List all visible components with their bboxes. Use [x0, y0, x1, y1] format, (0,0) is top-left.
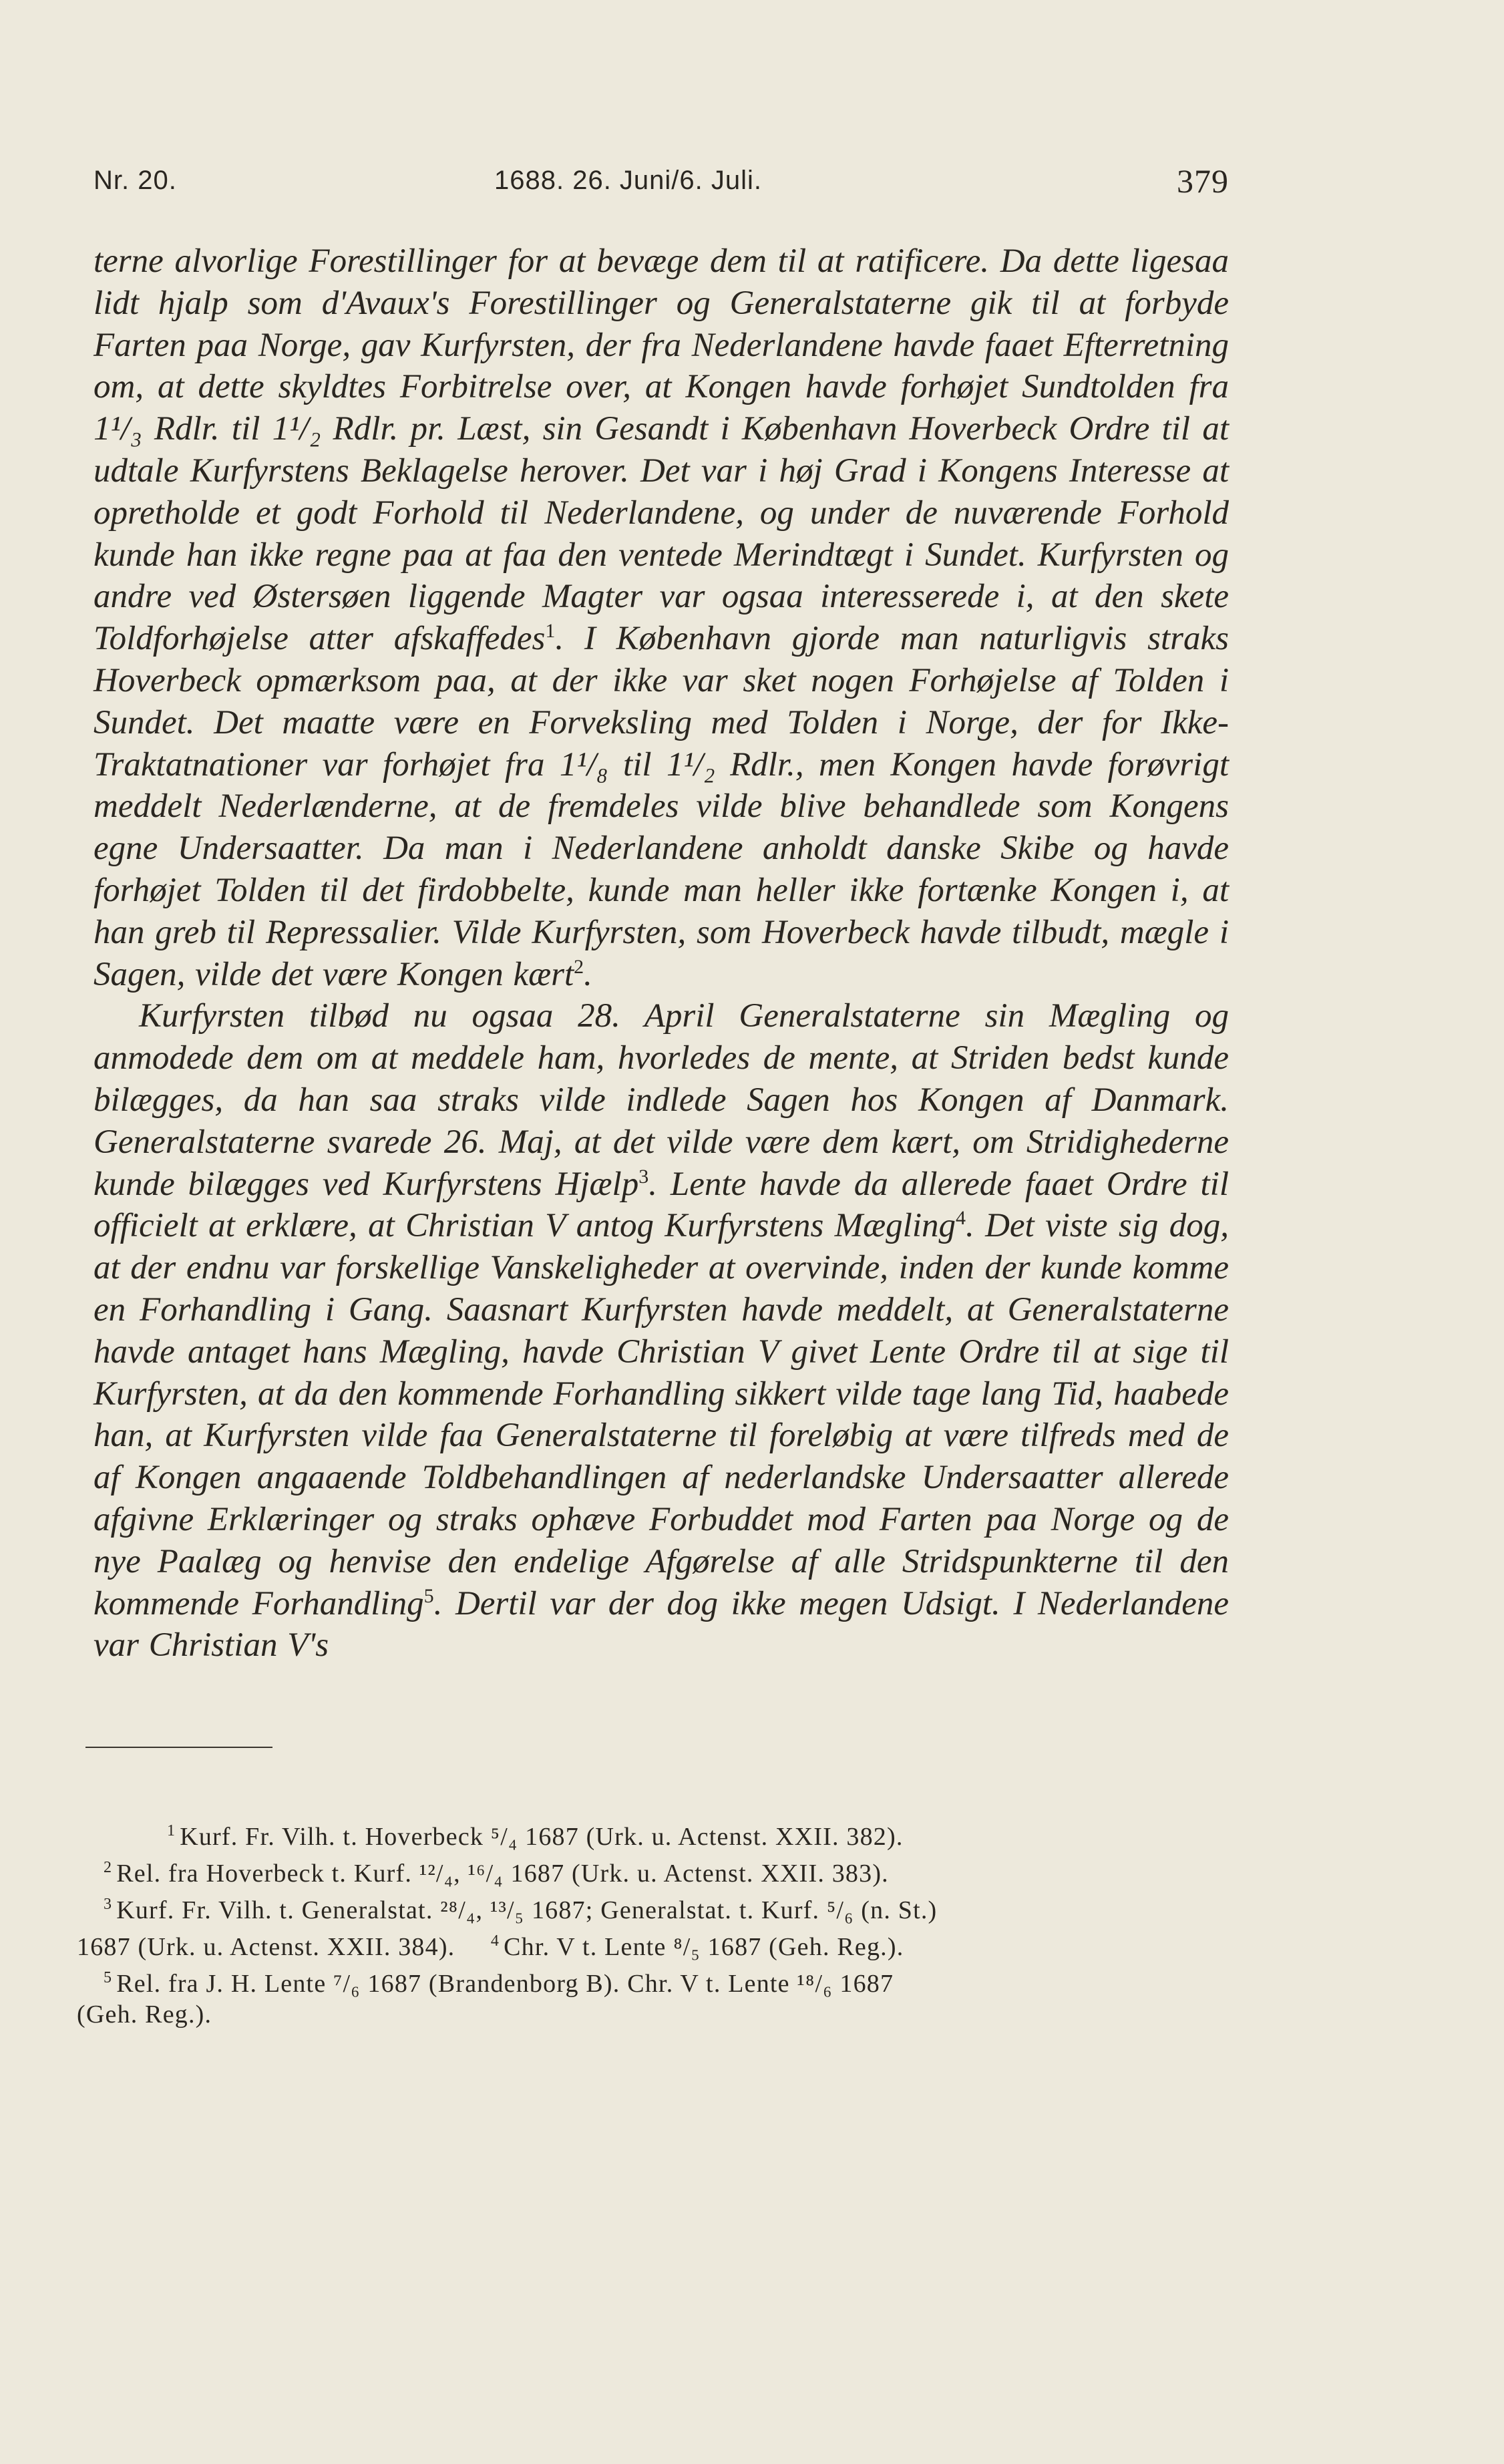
footnote-number: 2 — [104, 1859, 113, 1876]
footnote-text: Rel. fra Hoverbeck t. Kurf. ¹²/₄, ¹⁶/₄ 1687 (Urk. u. Actenst. XXII. 383). — [116, 1860, 889, 1888]
text-run: Kurfyrsten tilbød nu ogsaa 28. April Generalstaterne sin Mægling og anmodede dem om at meddele ham, hvorledes de mente, at Striden bedst kunde bilægges, da han saa straks vilde indlede Sagen hos Kongen af Danmark. Generalstaterne svarede 26. Maj, at det vilde være dem kært, om Stridighederne kunde bilægges ved Kurfyrstens Hjælp — [93, 997, 1229, 1203]
footnote-text: 1687 (Urk. u. Actenst. XXII. 384). — [77, 1933, 455, 1961]
footnote-ref-5: 5 — [423, 1584, 434, 1607]
footnote-ref-4: 4 — [956, 1207, 966, 1230]
text-run: . — [584, 955, 592, 993]
footnote-2 — [77, 1852, 1229, 1889]
footnote-1 — [77, 1815, 1229, 1852]
footnote-text: Kurf. Fr. Vilh. t. Hoverbeck ⁵/₄ 1687 (Urk. u. Actenst. XXII. 382). — [180, 1823, 904, 1851]
text-run: terne alvorlige Forestillinger for at bevæge dem til at ratificere. Da dette ligesaa lidt hjalp som d'Avaux's Forestillinger og Generalstaterne gik til at forbyde Farten paa Norge, gav Kurfyrsten, der fra Nederlandene havde faaet Efterretning om, at dette skyldtes Forbitrelse over, at Kongen havde forhøjet Sundtolden fra 1¹/₃ Rdlr. til 1¹/₂ Rdlr. pr. Læst, sin Gesandt i København Hoverbeck Ordre til at udtale Kurfyrstens Beklagelse herover. Det var i høj Grad i Kongens Interesse at opretholde et godt Forhold til Nederlandene, og under de nuværende Forhold kunde han ikke regne paa at faa den ventede Merindtægt i Sundet. Kurfyrsten og andre ved Østersøen liggende Magter var ogsaa interesserede i, at den skete Toldforhøjelse atter afskaffedes — [93, 242, 1229, 658]
text-run: . I København gjorde man naturligvis straks Hoverbeck opmærksom paa, at der ikke var sket nogen Forhøjelse af Tolden i Sundet. Det maatte være en Forveksling med Tolden i Norge, der for Ikke-Traktatnationer var forhøjet fra 1¹/₈ til 1¹/₂ Rdlr., men Kongen havde forøvrigt meddelt Nederlænderne, at de fremdeles vilde blive behandlede som Kongens egne Undersaatter. Da man i Nederlandene anholdt danske Skibe og havde forhøjet Tolden til det firdobbelte, kunde man heller ikke fortænke Kongen i, at han greb til Repressalier. Vilde Kurfyrsten, som Hoverbeck havde tilbudt, mægle i Sagen, vilde det være Kongen kært — [93, 620, 1229, 993]
footnote-ref-2: 2 — [574, 955, 584, 978]
footnote-text: Chr. V t. Lente ⁸/₅ 1687 (Geh. Reg.). — [504, 1933, 904, 1961]
footnote-text: Rel. fra J. H. Lente ⁷/₆ 1687 (Brandenborg B). Chr. V t. Lente ¹⁸/₆ 1687 — [116, 1970, 894, 1998]
header-date: 1688. 26. Juni/6. Juli. — [494, 166, 763, 195]
footnote-5-cont — [77, 1999, 1229, 2030]
paragraph-2 — [93, 995, 1229, 1666]
footnote-text: (Geh. Reg.). — [77, 2000, 212, 2029]
footnote-3-4 — [77, 1926, 1229, 1962]
page-number: 379 — [1177, 162, 1229, 200]
footnote-divider — [85, 1747, 272, 1748]
footnote-text: Kurf. Fr. Vilh. t. Generalstat. ²⁸/₄, ¹³/₅ 1687; Generalstat. t. Kurf. ⁵/₆ (n. St.) — [116, 1896, 938, 1924]
footnote-ref-1: 1 — [545, 620, 556, 643]
main-text — [93, 240, 1229, 1666]
text-run: . Det viste sig dog, at der endnu var forskellige Vanskeligheder at overvinde, inden der kunde komme en Forhandling i Gang. Saasnart Kurfyrsten havde meddelt, at Generalstaterne havde antaget hans Mægling, havde Christian V givet Lente Ordre til at sige til Kurfyrsten, at da den kommende Forhandling sikkert vilde tage lang Tid, haabede han, at Kurfyrsten vilde faa Generalstaterne til foreløbig at være tilfreds med de af Kongen angaaende Toldbehandlingen af nederlandske Undersaatter allerede afgivne Erklæringer og straks ophæve Forbuddet mod Farten paa Norge og de nye Paalæg og henvise den endelige Afgørelse af alle Stridspunkterne til den kommende Forhandling — [93, 1207, 1229, 1622]
text-run: . Lente havde da allerede faaet Ordre til officielt at erklære, at Christian V antog Kurfyrstens Mægling — [93, 1165, 1229, 1245]
footnotes — [77, 1815, 1229, 2030]
document-number: Nr. 20. — [93, 166, 177, 195]
footnote-5 — [77, 1962, 1229, 1999]
paragraph-1 — [93, 240, 1229, 995]
footnote-number: 4 — [490, 1932, 500, 1950]
footnote-3 — [77, 1889, 1229, 1926]
footnote-ref-3: 3 — [638, 1165, 649, 1188]
footnote-number: 5 — [104, 1969, 113, 1986]
footnote-number: 3 — [104, 1896, 113, 1913]
running-header — [93, 162, 1229, 206]
text-run: . Dertil var der dog ikke megen Udsigt. I Nederlandene var Christian V's — [93, 1584, 1229, 1664]
footnote-number: 1 — [167, 1822, 176, 1839]
